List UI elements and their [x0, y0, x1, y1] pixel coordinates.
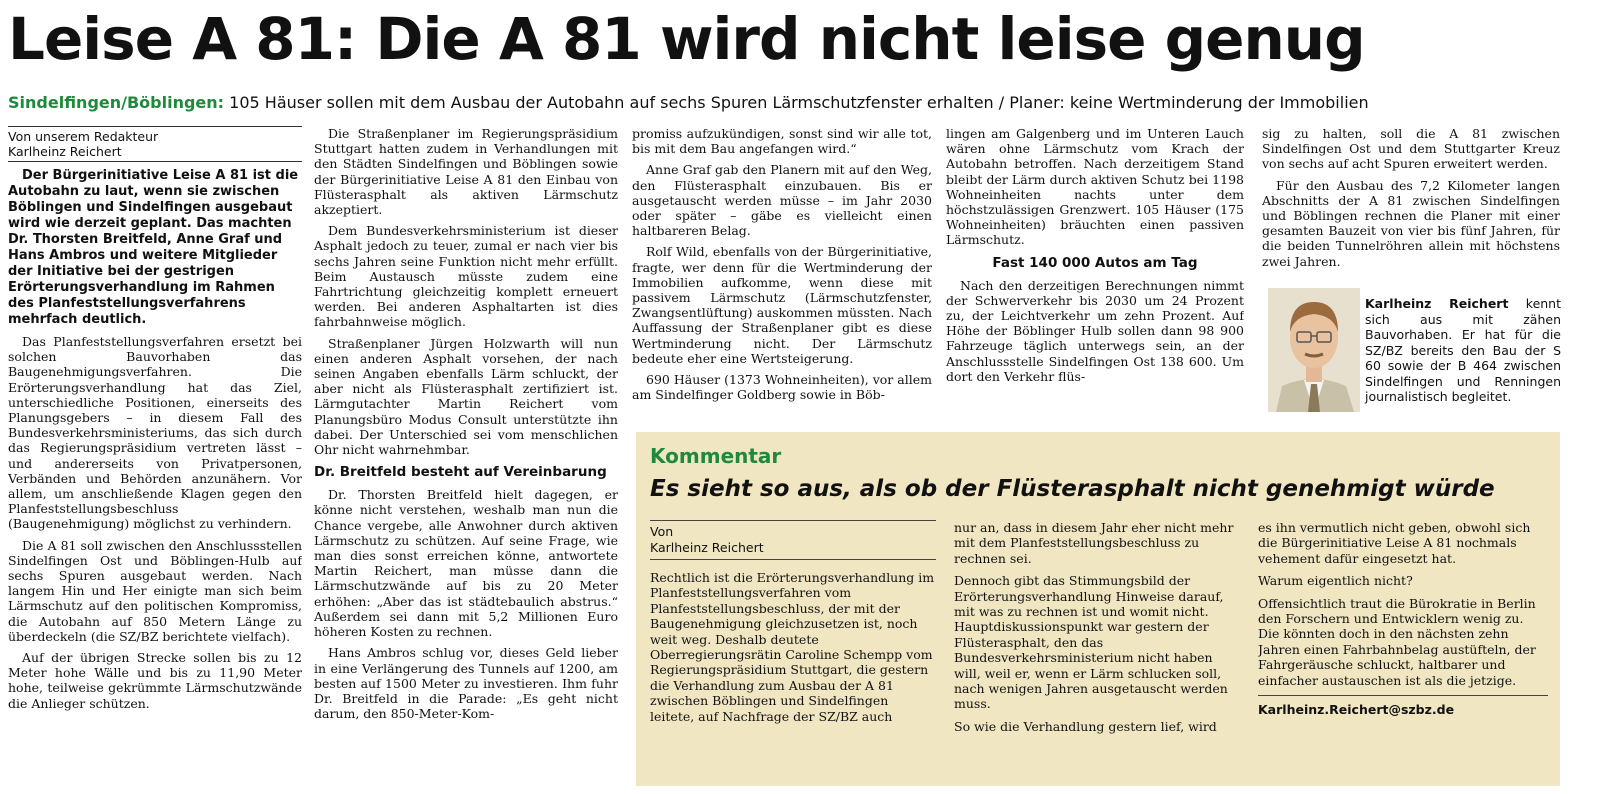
- paragraph: Für den Ausbau des 7,2 Kilometer langen Abschnitts der A 81 zwischen Sindelfingen und Böblingen rechnen die Planer mit einer gesamten Bauzeit von vier bis fünf Jahren, für die beiden Tunnelröhren allein mit höchstens zwei Jahren.: [1262, 177, 1560, 269]
- comment-title: Es sieht so aus, als ob der Flüsterasphalt nicht genehmigt würde: [650, 476, 1495, 502]
- subhead-breitfeld: Dr. Breitfeld besteht auf Vereinbarung: [314, 464, 607, 481]
- paragraph: Straßenplaner Jürgen Holzwarth will nun einen anderen Asphalt vorsehen, der nach seinen Angaben ebenfalls Lärm schluckt, der aber nicht als Flüsterasphalt zertifiziert ist. Lärmgutachter Martin Reichert vom Planungsbüro Modus Consult unterstützte ihn dabei. Der Unterschied sei vom menschlichen Ohr nicht wahrnehmbar.: [314, 335, 618, 458]
- comment-column-1: [650, 520, 936, 731]
- paragraph: sig zu halten, soll die A 81 zwischen Sindelfingen Ost und dem Stuttgarter Kreuz von sechs auf acht Spuren erweitert werden.: [1262, 126, 1560, 172]
- paragraph: Das Planfeststellungsverfahren ersetzt bei solchen Bauvorhaben das Baugenehmigungsverfahren. Die Erörterungsverhandlung hat das Ziel, unterschiedliche Positionen, einerseits des Planungsgebers – in diesem Fall des Bundesverkehrsministeriums, das sich durch das Regierungspräsidium vertreten lässt – und andererseits von Privatpersonen, Verbänden und Behörden anzunähern. Vor allem, um anschließende Klagen gegen den Planfeststellungsbeschluss (Baugenehmigung) möglichst zu verhindern.: [8, 334, 302, 532]
- headline: Leise A 81: Die A 81 wird nicht leise genug: [8, 5, 1365, 73]
- article-byline: [8, 126, 302, 162]
- paragraph: Dem Bundesverkehrsministerium ist dieser Asphalt jedoch zu teuer, zumal er nach vier bis sechs Jahren seine Funktion nicht mehr erfüllt. Beim Austausch müsste zudem eine Fahrtrichtung gleichzeitig komplett erneuert werden. Bei anderen Asphaltarten ist dies fahrbahnweise möglich.: [314, 223, 618, 330]
- comment-paragraph: Dennoch gibt das Stimmungsbild der Erörterungsverhandlung Hinweise darauf, mit was zu rechnen ist und womit nicht. Hauptdiskussionspunkt war gestern der Flüsterasphalt, den das Bundesverkehrsministerium nicht haben will, weil er, wenn er Lärm schlucken soll, nach wenigen Jahren ausgetauscht werden muss.: [954, 573, 1228, 712]
- byline-author: Karlheinz Reichert: [8, 144, 122, 159]
- subhead-autos: Fast 140 000 Autos am Tag: [992, 254, 1198, 271]
- byline-label: Von unserem Redakteur: [8, 129, 159, 144]
- article-column-5: [1262, 126, 1560, 286]
- author-bio-text: [1365, 296, 1561, 405]
- author-bio-name: Karlheinz Reichert: [1365, 296, 1509, 311]
- comment-paragraph: So wie die Verhandlung gestern lief, wird: [954, 718, 1217, 734]
- paragraph: 690 Häuser (1373 Wohneinheiten), vor allem am Sindelfinger Goldberg sowie in Böb-: [632, 372, 932, 403]
- subline-kicker: Sindelfingen/Böblingen:: [8, 93, 225, 112]
- comment-byline-author: Karlheinz Reichert: [650, 540, 764, 555]
- paragraph: lingen am Galgenberg und im Unteren Lauch wären ohne Lärmschutz vom Krach der Autobahn betroffen. Nach derzeitigem Stand bleibt der Lärm durch aktiven Schutz bei 1198 Wohneinheiten nachts unter dem höchstzulässigen Grenzwert. 105 Häuser (175 Wohneinheiten) bräuchten einen passiven Lärmschutz.: [946, 126, 1244, 248]
- comment-kicker: Kommentar: [650, 444, 782, 468]
- comment-paragraph: Warum eigentlich nicht?: [1258, 573, 1413, 589]
- author-bio-description: kennt sich aus mit zähen Bauvorhaben. Er hat für die SZ/BZ bereits den Bau der S 60 sowie der B 464 zwischen Sindelfingen und Renningen journalistisch begleitet.: [1365, 296, 1561, 404]
- paragraph: Die A 81 soll zwischen den Anschlussstellen Sindelfingen Ost und Böblingen-Hulb auf sechs Spuren ausgebaut werden. Nach langem Hin und Her einigte man sich beim Lärmschutz auf den politischen Kompromiss, die Autobahn auf 850 Metern Länge zu überdeckeln (die SZ/BZ berichtete vielfach).: [8, 537, 302, 644]
- author-email-link[interactable]: Karlheinz.Reichert@szbz.de: [1258, 695, 1548, 717]
- comment-paragraph: Rechtlich ist die Erörterungsverhandlung im Planfeststellungsverfahren vom Planfeststellungsbeschluss, der mit der Baugenehmigung gleichzusetzen ist, noch weit weg. Deshalb deutete Oberregierungsrätin Caroline Schempp vom Regierungspräsidium Stuttgart, die gestern die Verhandlung zum Ausbau der A 81 zwischen Böblingen und Sindelfingen leitete, auf Nachfrage der SZ/BZ auch: [650, 570, 935, 724]
- comment-paragraph: es ihn vermutlich nicht geben, obwohl sich die Bürgerinitiative Leise A 81 nochmals vehement dafür eingesetzt hat.: [1258, 520, 1531, 566]
- comment-byline-label: Von: [650, 524, 674, 539]
- paragraph: Auf der übrigen Strecke sollen bis zu 12 Meter hohe Wälle und bis zu 11,90 Meter hohe, teilweise gekrümmte Lärmschutzwände die Anlieger schützen.: [8, 650, 302, 711]
- article-column-2: [314, 126, 618, 786]
- article-column-3: [632, 126, 932, 426]
- comment-column-2: [954, 520, 1240, 741]
- comment-paragraph: Offensichtlich traut die Bürokratie in Berlin den Forschern und Entwicklern wenig zu. Die könnten doch in den nächsten zehn Jahren einen Fahrbahnbelag austüfteln, der Fahrgeräusche schluckt, haltbarer und einfacher austauschen ist als die jetzige.: [1258, 595, 1536, 688]
- article-column-1: [8, 126, 302, 786]
- article-column-4: [946, 126, 1244, 426]
- author-bio: [1268, 288, 1560, 418]
- author-photo: [1268, 288, 1360, 412]
- comment-paragraph: nur an, dass in diesem Jahr eher nicht mehr mit dem Planfeststellungsbeschluss zu rechnen sei.: [954, 520, 1234, 566]
- article-lead: Der Bürgerinitiative Leise A 81 ist die Autobahn zu laut, wenn sie zwischen Böblingen und Sindelfingen ausgebaut wird wie derzeit geplant. Das machten Dr. Thorsten Breitfeld, Anne Graf und Hans Ambros und weitere Mitglieder der Initiative bei der gestrigen Erörterungsverhandlung im Rahmen des Planfeststellungsverfahrens mehrfach deutlich.: [8, 168, 299, 327]
- comment-box: [636, 432, 1560, 786]
- paragraph: Die Straßenplaner im Regierungspräsidium Stuttgart hatten zudem in Verhandlungen mit den Städten Sindelfingen und Böblingen sowie der Bürgerinitiative Leise A 81 den Einbau von Flüsterasphalt als aktiven Lärmschutz akzeptiert.: [314, 126, 618, 218]
- comment-byline: [650, 520, 936, 560]
- paragraph: Hans Ambros schlug vor, dieses Geld lieber in eine Verlängerung des Tunnels auf 1200, am besten auf 1500 Meter zu investieren. Ihm fuhr Dr. Breitfeld in die Parade: „Es geht nicht darum, den 850-Meter-Kom-: [314, 645, 618, 722]
- paragraph: Anne Graf gab den Planern mit auf den Weg, den Flüsterasphalt einzubauen. Bis er ausgetauscht werden müsse – im Jahr 2030 oder später – gäbe es vielleicht einen haltbareren Belag.: [632, 162, 932, 239]
- paragraph: promiss aufzukündigen, sonst sind wir alle tot, bis mit dem Bau angefangen wird.“: [632, 126, 932, 157]
- comment-column-3: [1258, 520, 1548, 717]
- paragraph: Nach den derzeitigen Berechnungen nimmt der Schwerverkehr bis 2030 um 24 Prozent zu, der Leichtverkehr um zehn Prozent. Auf Höhe der Böblinger Hulb sollen dann 98 900 Fahrzeuge täglich unterwegs sein, an der Anschlussstelle Sindelfingen Ost 138 600. Um dort den Verkehr flüs-: [946, 277, 1244, 384]
- paragraph: Rolf Wild, ebenfalls von der Bürgerinitiative, fragte, wer denn für die Wertminderung der Immobilien aufkomme, wenn diese mit passivem Lärmschutz (Lärmschutzfenster, Zwangsentlüftung) auskommen müssten. Nach Auffassung der Straßenplaner gibt es diese Wertminderung nicht. Der Lärmschutz bedeute eher eine Wertsteigerung.: [632, 244, 932, 366]
- subline-text: 105 Häuser sollen mit dem Ausbau der Autobahn auf sechs Spuren Lärmschutzfenster erhalten / Planer: keine Wertminderung der Immobilien: [224, 93, 1369, 112]
- paragraph: Dr. Thorsten Breitfeld hielt dagegen, er könne nicht verstehen, weshalb man nun die Chance vergebe, alle Anwohner durch aktiven Lärmschutz zu schützen. Auf seine Frage, wie man dies sonst erreichen könne, antwortete Martin Reichert, man müsse dann die Lärmschutzwände auf bis zu 20 Meter erhöhen: „Aber das ist städtebaulich abstrus.“ Außerdem sei dann mit 5,2 Millionen Euro höheren Kosten zu rechnen.: [314, 487, 618, 640]
- subline: [8, 92, 1608, 114]
